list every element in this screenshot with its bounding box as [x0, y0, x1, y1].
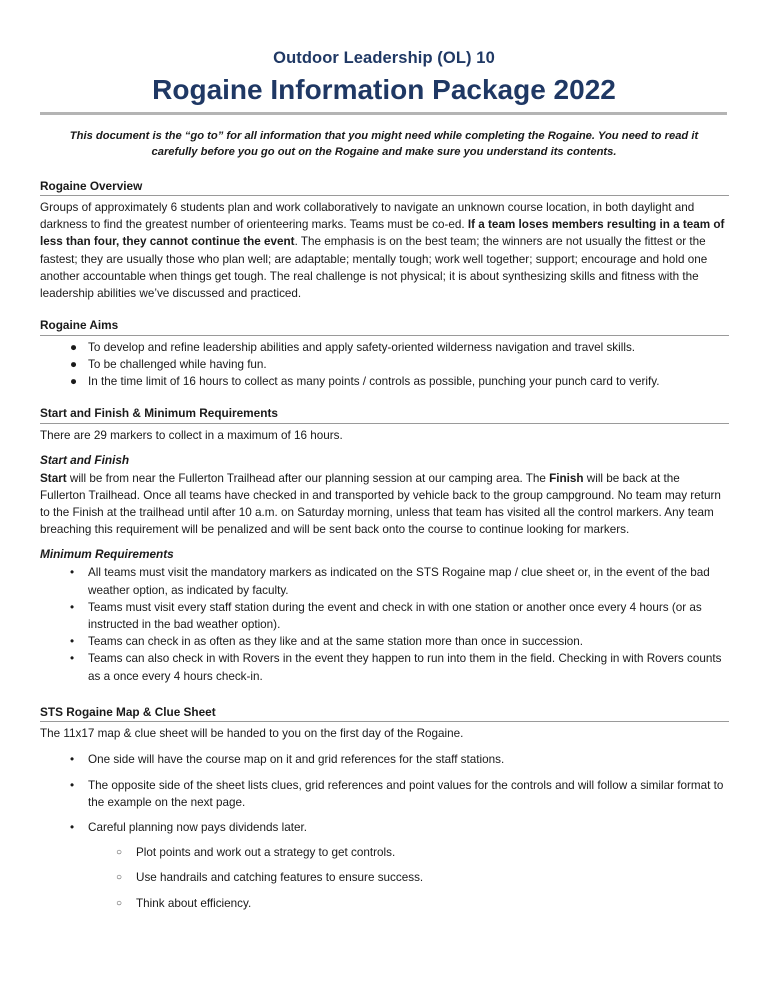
section-rogaine-overview	[40, 179, 728, 303]
section-rogaine-aims	[40, 318, 728, 390]
bullet-icon: •	[70, 652, 75, 666]
list-item	[40, 895, 728, 912]
course-line: Outdoor Leadership (OL) 10	[273, 49, 495, 67]
list-item-label: The opposite side of the sheet lists clues, grid references and point values for the controls and will follow a similar format to the example on the next page.	[88, 778, 724, 809]
section-heading-aims: Rogaine Aims	[40, 318, 119, 333]
overview-text-2: . The emphasis is on the best team; the winners are not usually the fittest or the fastest; they are usually those who plan well; are adaptable; mentally tough; work well together; support; encourage and hold one another accountable when things get tough. The real challenge is not physical; it is about synthesizing skills and fitness with the leadership abilities we’ve discussed and practiced.	[40, 235, 708, 301]
list-item-label: Teams can check in as often as they like and at the same station more than once in succession.	[88, 635, 584, 649]
section-heading-start-finish: Start and Finish & Minimum Requirements	[40, 406, 278, 421]
section-divider-overview	[40, 195, 729, 196]
document-header	[40, 48, 728, 161]
list-item	[40, 777, 728, 811]
list-item	[40, 819, 728, 836]
list-item	[40, 599, 728, 633]
section-divider-start-finish	[40, 423, 729, 424]
section-divider-aims	[40, 335, 729, 336]
list-item-label: Teams must visit every staff station during the event and check in with one station or another once every 4 hours (or as instructed in the bad weather option).	[88, 600, 702, 631]
hollow-bullet-icon: ○	[116, 847, 123, 859]
start-finish-paragraph	[40, 470, 728, 539]
finish-bold: Finish	[549, 471, 584, 485]
subheading-start-and-finish: Start and Finish	[40, 452, 130, 467]
list-item-label: In the time limit of 16 hours to collect as many points / controls as possible, punching your punch card to verify.	[88, 374, 660, 388]
title-divider	[40, 112, 727, 115]
overview-paragraph	[40, 199, 728, 302]
minimum-requirements-list	[40, 564, 728, 684]
list-item-label: Plot points and work out a strategy to get controls.	[136, 846, 396, 860]
bullet-icon: •	[70, 753, 75, 767]
spacer	[40, 444, 728, 453]
map-clue-list	[40, 751, 728, 836]
spacer	[40, 302, 728, 318]
list-item-label: To develop and refine leadership abilities and apply safety-oriented wilderness navigation and travel skills.	[88, 340, 636, 354]
hollow-bullet-icon: ○	[116, 897, 123, 909]
section-heading-map-clue-sheet: STS Rogaine Map & Clue Sheet	[40, 704, 216, 719]
bullet-icon: •	[70, 600, 75, 614]
map-clue-sub-list	[40, 844, 728, 912]
list-item	[40, 633, 728, 650]
list-item	[40, 869, 728, 886]
list-item-label: Teams can also check in with Rovers in the event they happen to run into them in the field. Checking in with Rovers counts as a once every 4 hours check-in.	[88, 652, 722, 683]
list-item-label: All teams must visit the mandatory markers as indicated on the STS Rogaine map / clue sheet or, in the event of the bad weather option, as indicated by faculty.	[88, 566, 710, 597]
list-item	[40, 751, 728, 768]
page-title: Rogaine Information Package 2022	[152, 73, 616, 105]
list-item-label: Use handrails and catching features to ensure success.	[136, 871, 424, 885]
overview-bold-1: If a team loses members resulting in a team of less than four, they cannot continue the event	[40, 218, 725, 249]
map-clue-intro-text: The 11x17 map & clue sheet will be handed to you on the first day of the Rogaine.	[40, 727, 464, 741]
section-map-clue-sheet	[40, 705, 728, 912]
list-item-label: To be challenged while having fun.	[88, 357, 267, 371]
list-item	[40, 373, 728, 390]
start-bold: Start	[40, 471, 67, 485]
bullet-icon: ●	[70, 357, 78, 371]
subheading-minimum-requirements: Minimum Requirements	[40, 547, 174, 562]
bullet-icon: ●	[70, 340, 78, 354]
start-finish-text-2: will be from near the Fullerton Trailhead after our planning session at our camping area. The	[66, 471, 550, 485]
markers-intro-text: There are 29 markers to collect in a maximum of 16 hours.	[40, 428, 343, 442]
spacer	[40, 685, 728, 705]
bullet-icon: •	[70, 820, 75, 834]
section-start-finish-minimum	[40, 406, 728, 685]
spacer	[40, 538, 728, 547]
spacer	[40, 742, 728, 751]
list-item	[40, 564, 728, 598]
spacer	[40, 390, 728, 406]
list-item	[40, 650, 728, 684]
bullet-icon: ●	[70, 374, 78, 388]
start-finish-text-3: will be back at the Fullerton Trailhead. Once all teams have checked in and transported by vehicle back to the group campground. No team may return to the Finish at the trailhead until after 10 a.m. on Saturday morning, unless that team has visited all the control markers. Any team breaching this requirement will be penalized and will be sent back onto the course to continue looking for markers.	[40, 471, 721, 537]
bullet-icon: •	[70, 635, 75, 649]
bullet-icon: •	[70, 778, 75, 792]
list-item	[40, 844, 728, 861]
section-divider-map-clue-sheet	[40, 721, 729, 722]
aims-list	[40, 339, 728, 391]
list-item	[40, 356, 728, 373]
bullet-icon: •	[70, 566, 75, 580]
overview-text-1: Groups of approximately 6 students plan and work collaboratively to navigate an unknown course location, in both daylight and darkness to find the greatest number of orienteering marks. Teams must be co-ed.	[40, 201, 695, 232]
list-item-label: Careful planning now pays dividends later.	[88, 820, 307, 834]
lead-note: This document is the “go to” for all information that you might need while completing the Rogaine. You need to read it carefully before you go out on the Rogaine and make sure you understand its contents.	[69, 130, 699, 159]
list-item	[40, 339, 728, 356]
list-item-label: One side will have the course map on it and grid references for the staff stations.	[88, 753, 505, 767]
list-item-label: Think about efficiency.	[136, 896, 252, 910]
section-heading-overview: Rogaine Overview	[40, 178, 143, 193]
hollow-bullet-icon: ○	[116, 872, 123, 884]
